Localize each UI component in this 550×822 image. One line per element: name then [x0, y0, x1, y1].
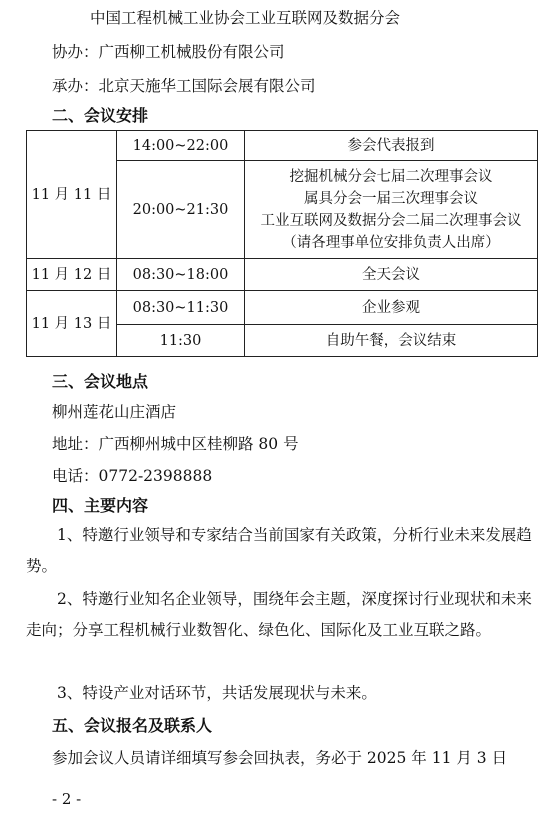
venue-name: 柳州莲花山庄酒店 — [52, 403, 177, 421]
co-organizer-line: 协办：广西柳工机械股份有限公司 — [52, 43, 285, 61]
venue-address: 地址：广西柳州城中区桂柳路 80 号 — [52, 435, 299, 453]
date-cell: 11 月 12 日 — [27, 259, 117, 291]
time-cell: 08:30~11:30 — [117, 291, 245, 325]
agenda-line: （请各理事单位安排负责人出席） — [282, 234, 500, 251]
content-item-2: 2、特邀行业知名企业领导，围绕年会主题，深度探讨行业现状和未来走向；分享工程机械行业数智化、绿色化、国际化及工业互联之路。 — [26, 590, 532, 639]
agenda-cell: 自助午餐，会议结束 — [245, 325, 538, 357]
section-4-heading: 四、主要内容 — [52, 496, 149, 515]
section-3-heading: 三、会议地点 — [52, 372, 149, 391]
agenda-cell — [245, 161, 538, 259]
time-cell: 11:30 — [117, 325, 245, 357]
date-cell: 11 月 13 日 — [27, 291, 117, 357]
organizer-line: 中国工程机械工业协会工业互联网及数据分会 — [90, 9, 401, 27]
content-item-3: 3、特设产业对话环节，共话发展现状与未来。 — [57, 684, 377, 702]
agenda-cell: 参会代表报到 — [245, 131, 538, 161]
agenda-line: 属具分会一届三次理事会议 — [304, 190, 478, 207]
agenda-line: 工业互联网及数据分会二届二次理事会议 — [260, 212, 522, 229]
table-row — [27, 291, 538, 325]
date-cell: 11 月 11 日 — [27, 131, 117, 259]
agenda-line: 挖掘机械分会七届二次理事会议 — [289, 168, 493, 185]
time-cell: 20:00~21:30 — [117, 161, 245, 259]
registration-text: 参加会议人员请详细填写参会回执表，务必于 2025 年 11 月 3 日 — [52, 749, 508, 767]
time-cell: 14:00~22:00 — [117, 131, 245, 161]
undertaker-line: 承办：北京天施华工国际会展有限公司 — [52, 77, 316, 95]
venue-phone: 电话：0772-2398888 — [52, 467, 213, 485]
section-5-heading: 五、会议报名及联系人 — [52, 716, 213, 735]
table-row — [27, 131, 538, 161]
agenda-cell: 企业参观 — [245, 291, 538, 325]
table-row — [27, 259, 538, 291]
content-item-1: 1、特邀行业领导和专家结合当前国家有关政策，分析行业未来发展趋势。 — [26, 526, 532, 575]
agenda-cell: 全天会议 — [245, 259, 538, 291]
section-2-heading: 二、会议安排 — [52, 106, 149, 125]
time-cell: 08:30~18:00 — [117, 259, 245, 291]
page-number: - 2 - — [52, 790, 82, 808]
schedule-table — [26, 130, 538, 357]
